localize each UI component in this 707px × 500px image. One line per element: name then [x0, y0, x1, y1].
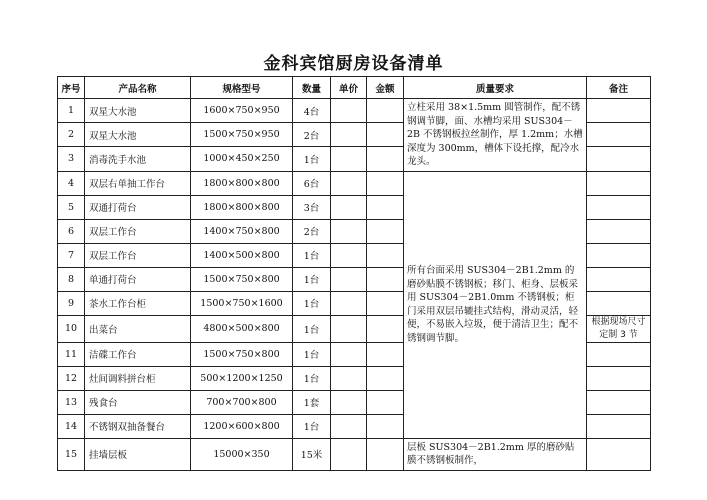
cell-name: 消毒洗手水池 — [85, 147, 191, 171]
cell-remark — [587, 366, 651, 390]
cell-price — [331, 195, 367, 219]
cell-no: 15 — [58, 438, 85, 470]
cell-spec: 1400×500×800 — [191, 243, 293, 267]
table-row — [58, 99, 651, 123]
cell-qty: 4台 — [293, 99, 331, 123]
cell-qty: 1台 — [293, 315, 331, 342]
cell-price — [331, 291, 367, 315]
cell-remark — [587, 267, 651, 291]
cell-spec: 1500×750×800 — [191, 267, 293, 291]
cell-remark — [587, 438, 651, 470]
quality-group-2: 所有台面采用 SUS304－2B1.2mm 的磨砂贴膜不锈钢板；移门、柜身、层板采用 SUS304－2B1.0mm 不锈钢板；柜门采用双层吊辘挂式结构，滑动灵活，轻便，不易嵌入垃圾，便于清洁卫生；配不锈钢调节脚。 — [404, 171, 587, 438]
cell-spec: 1500×750×950 — [191, 123, 293, 147]
cell-qty: 1台 — [293, 243, 331, 267]
cell-qty: 1台 — [293, 342, 331, 366]
cell-no: 11 — [58, 342, 85, 366]
cell-no: 12 — [58, 366, 85, 390]
cell-no: 9 — [58, 291, 85, 315]
header-remark: 备注 — [587, 77, 651, 99]
cell-name: 双层工作台 — [85, 243, 191, 267]
cell-qty: 2台 — [293, 123, 331, 147]
cell-name: 双层右单抽工作台 — [85, 171, 191, 195]
cell-spec: 1600×750×950 — [191, 99, 293, 123]
cell-remark — [587, 219, 651, 243]
cell-name: 双通打荷台 — [85, 195, 191, 219]
cell-amount — [367, 243, 404, 267]
cell-name: 不锈钢双抽备餐台 — [85, 414, 191, 438]
cell-spec: 1000×450×250 — [191, 147, 293, 171]
quality-group-1: 立柱采用 38×1.5mm 圆管制作，配不锈钢调节脚，面、水槽均采用 SUS304－2B 不锈钢板拉丝制作，厚 1.2mm；水槽深度为 300mm，槽体下设托撑，配冷水龙头。 — [404, 99, 587, 172]
cell-no: 8 — [58, 267, 85, 291]
cell-price — [331, 219, 367, 243]
cell-price — [331, 267, 367, 291]
cell-amount — [367, 390, 404, 414]
cell-spec: 500×1200×1250 — [191, 366, 293, 390]
document-title: 金科宾馆厨房设备清单 — [263, 54, 444, 74]
cell-spec: 4800×500×800 — [191, 315, 293, 342]
cell-price — [331, 438, 367, 470]
cell-qty: 1套 — [293, 390, 331, 414]
header-amount: 金额 — [367, 77, 404, 99]
cell-remark — [587, 291, 651, 315]
cell-price — [331, 366, 367, 390]
cell-amount — [367, 291, 404, 315]
cell-qty: 1台 — [293, 267, 331, 291]
cell-remark — [587, 195, 651, 219]
cell-amount — [367, 171, 404, 195]
header-spec: 规格型号 — [191, 77, 293, 99]
cell-price — [331, 342, 367, 366]
cell-name: 单通打荷台 — [85, 267, 191, 291]
header-qty: 数量 — [293, 77, 331, 99]
cell-spec: 700×700×800 — [191, 390, 293, 414]
cell-price — [331, 414, 367, 438]
cell-remark — [587, 123, 651, 147]
cell-remark — [587, 414, 651, 438]
cell-name: 出菜台 — [85, 315, 191, 342]
cell-no: 10 — [58, 315, 85, 342]
cell-name: 灶间调料拼台柜 — [85, 366, 191, 390]
table-row — [58, 438, 651, 470]
cell-price — [331, 147, 367, 171]
header-no: 序号 — [58, 77, 85, 99]
cell-amount — [367, 123, 404, 147]
cell-amount — [367, 438, 404, 470]
cell-amount — [367, 195, 404, 219]
cell-no: 4 — [58, 171, 85, 195]
cell-qty: 1台 — [293, 147, 331, 171]
header-price: 单价 — [331, 77, 367, 99]
cell-qty: 1台 — [293, 291, 331, 315]
table-header-row — [58, 77, 651, 99]
cell-price — [331, 390, 367, 414]
cell-qty: 15米 — [293, 438, 331, 470]
quality-group-3: 层板 SUS304－2B1.2mm 厚的磨砂贴膜不锈钢板制作， — [404, 438, 587, 470]
cell-no: 3 — [58, 147, 85, 171]
cell-no: 13 — [58, 390, 85, 414]
cell-amount — [367, 219, 404, 243]
cell-qty: 1台 — [293, 366, 331, 390]
cell-remark — [587, 243, 651, 267]
cell-remark — [587, 342, 651, 366]
cell-amount — [367, 315, 404, 342]
cell-remark — [587, 171, 651, 195]
cell-amount — [367, 99, 404, 123]
cell-no: 7 — [58, 243, 85, 267]
cell-amount — [367, 267, 404, 291]
cell-spec: 15000×350 — [191, 438, 293, 470]
cell-name: 残食台 — [85, 390, 191, 414]
equipment-table — [57, 76, 651, 471]
cell-remark — [587, 99, 651, 123]
header-name: 产品名称 — [85, 77, 191, 99]
cell-qty: 6台 — [293, 171, 331, 195]
cell-remark-custom: 根据现场尺寸定制 3 节 — [587, 315, 651, 342]
cell-amount — [367, 366, 404, 390]
header-quality: 质量要求 — [404, 77, 587, 99]
cell-price — [331, 171, 367, 195]
cell-amount — [367, 414, 404, 438]
cell-spec: 1800×800×800 — [191, 195, 293, 219]
cell-price — [331, 243, 367, 267]
cell-spec: 1200×600×800 — [191, 414, 293, 438]
cell-spec: 1400×750×800 — [191, 219, 293, 243]
cell-name: 双层工作台 — [85, 219, 191, 243]
cell-name: 洁碟工作台 — [85, 342, 191, 366]
cell-price — [331, 99, 367, 123]
cell-spec: 1500×750×1600 — [191, 291, 293, 315]
cell-spec: 1500×750×800 — [191, 342, 293, 366]
cell-qty: 3台 — [293, 195, 331, 219]
cell-amount — [367, 147, 404, 171]
cell-spec: 1800×800×800 — [191, 171, 293, 195]
cell-price — [331, 315, 367, 342]
cell-no: 6 — [58, 219, 85, 243]
cell-price — [331, 123, 367, 147]
cell-amount — [367, 342, 404, 366]
cell-name: 双星大水池 — [85, 123, 191, 147]
cell-qty: 1台 — [293, 414, 331, 438]
cell-qty: 2台 — [293, 219, 331, 243]
cell-no: 1 — [58, 99, 85, 123]
cell-no: 5 — [58, 195, 85, 219]
table-row — [58, 171, 651, 195]
cell-name: 茶水工作台柜 — [85, 291, 191, 315]
cell-no: 14 — [58, 414, 85, 438]
cell-remark — [587, 147, 651, 171]
cell-no: 2 — [58, 123, 85, 147]
cell-remark — [587, 390, 651, 414]
cell-name: 双星大水池 — [85, 99, 191, 123]
cell-name: 挂墙层板 — [85, 438, 191, 470]
